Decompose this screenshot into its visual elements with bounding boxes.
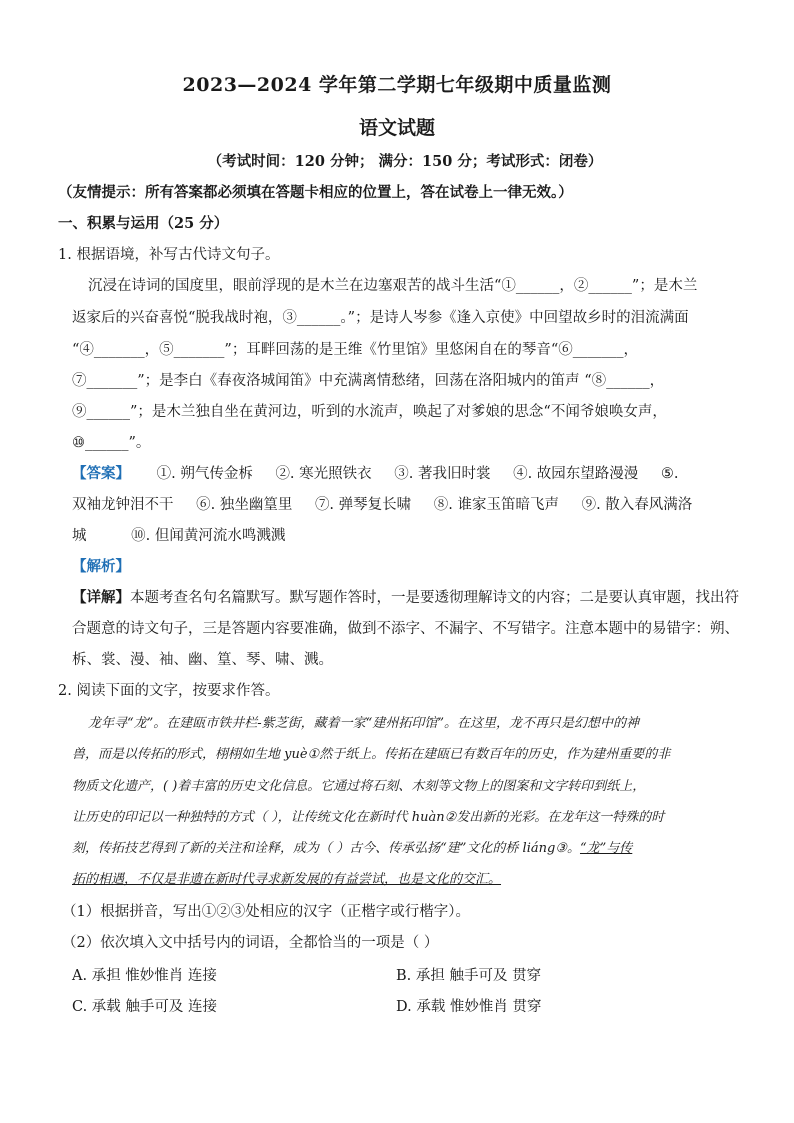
q1-text-line: ⑨______”；是木兰独自坐在黄河边，听到的水流声，唤起了对爹娘的思念“不闻爷娘唤女声，: [72, 404, 667, 420]
answer-item: ⑨. 散入春风满洛: [581, 497, 693, 513]
answer-item: ②. 寒光照铁衣: [275, 466, 372, 482]
answer-item: ⑤.: [660, 466, 679, 482]
analysis-label: 【解析】: [72, 558, 130, 575]
answer-label: 【答案】: [72, 465, 130, 482]
answer-item: ⑥. 独坐幽篁里: [196, 497, 293, 513]
answer-item: ⑦. 弹琴复长啸: [314, 497, 412, 513]
option-a: A. 承担 惟妙惟肖 连接: [72, 968, 217, 984]
detail-line: 合题意的诗文句子，三是答题内容要准确，做到不添字、不漏字、不写错字。注意本题中的易错字：朔、: [72, 621, 739, 637]
q1-text-line: “④_______，⑤_______”；耳畔回荡的是王维《竹里馆》里悠闲自在的琴音“⑥_______，: [72, 342, 638, 358]
section-heading: 一、积累与运用（25 分）: [58, 215, 229, 232]
option-b: B. 承担 触手可及 贯穿: [396, 968, 542, 984]
answer-line: [72, 464, 722, 484]
detail-text: 本题考查名句名篇默写。默写题作答时，一是要透彻理解诗文的内容；二是要认真审题，找出符: [130, 590, 739, 606]
answer-item: ③. 著我旧时裳: [394, 466, 491, 482]
passage-line: 兽，而是以传拓的形式，栩栩如生地 yuè①然于纸上。传拓在建瓯已有数百年的历史，作为建州重要的非: [72, 747, 671, 762]
question-1-prompt: 1. 根据语境，补写古代诗文句子。: [58, 247, 280, 263]
underlined-text: “龙”与传: [579, 841, 633, 856]
passage-text: 刻，传拓技艺得到了新的关注和诠释，成为（ ）古今、传承弘扬“建”文化的桥 liáng③。: [72, 841, 580, 856]
passage-line: 物质文化遗产，( )着丰富的历史文化信息。它通过将石刻、木刻等文物上的图案和文字转印到纸上，: [72, 779, 646, 794]
passage-line: [72, 839, 722, 859]
q1-text-line: 沉浸在诗词的国度里，眼前浮现的是木兰在边塞艰苦的战斗生活“①______，②______”；是木兰: [88, 278, 698, 294]
answer-item: ①. 朔气传金柝: [156, 466, 253, 482]
answer-line: [72, 495, 722, 515]
passage-line: 龙年寻“龙”。在建瓯市铁井栏-紫芝街，藏着一家“建州拓印馆”。在这里，龙不再只是幻想中的神: [88, 716, 639, 731]
q1-text-line: ⑦_______”；是李白《春夜洛城闻笛》中充满离情愁绪，回荡在洛阳城内的笛声 “⑧______，: [72, 373, 665, 389]
q1-text-line: 返家后的兴奋喜悦“脱我战时袍，③______。”；是诗人岑参《逢入京使》中回望故乡时的泪流满面: [72, 310, 689, 326]
answer-item: ④. 故园东望路漫漫: [513, 466, 639, 482]
option-d: D. 承载 惟妙惟肖 贯穿: [396, 999, 542, 1015]
notice: （友情提示：所有答案都必须填在答题卡相应的位置上，答在试卷上一律无效。）: [58, 184, 573, 201]
page-subtitle: 语文试题: [358, 117, 435, 139]
answer-item: ⑧. 谁家玉笛暗飞声: [433, 497, 559, 513]
answer-item: 双袖龙钟泪不干: [72, 497, 174, 513]
passage-line: 让历史的印记以一种独特的方式（ ），让传统文化在新时代 huàn②发出新的光彩。在龙年这一特殊的时: [72, 810, 665, 825]
detail-line: 柝、裳、漫、袖、幽、篁、琴、啸、溅。: [72, 652, 333, 668]
option-c: C. 承载 触手可及 连接: [72, 999, 218, 1015]
q1-text-line: ⑩______”。: [72, 435, 151, 451]
answer-item: ⑩. 但闻黄河流水鸣溅溅: [131, 528, 286, 544]
exam-info: （考试时间：120 分钟； 满分：150 分；考试形式：闭卷）: [207, 153, 603, 170]
answer-line: [72, 526, 722, 546]
page-title: 2023—2024 学年第二学期七年级期中质量监测: [182, 74, 612, 96]
sub-question-2: （2）依次填入文中括号内的词语，全都恰当的一项是（ ）: [62, 935, 439, 951]
detail-line: [72, 588, 739, 608]
answer-item: 城: [72, 528, 87, 544]
detail-label: 【详解】: [72, 589, 130, 606]
question-2-prompt: 2. 阅读下面的文字，按要求作答。: [58, 683, 280, 699]
sub-question-1: （1）根据拼音，写出①②③处相应的汉字（正楷字或行楷字）。: [62, 904, 470, 920]
passage-line-underlined: 拓的相遇，不仅是非遗在新时代寻求新发展的有益尝试，也是文化的交汇。: [72, 872, 502, 887]
